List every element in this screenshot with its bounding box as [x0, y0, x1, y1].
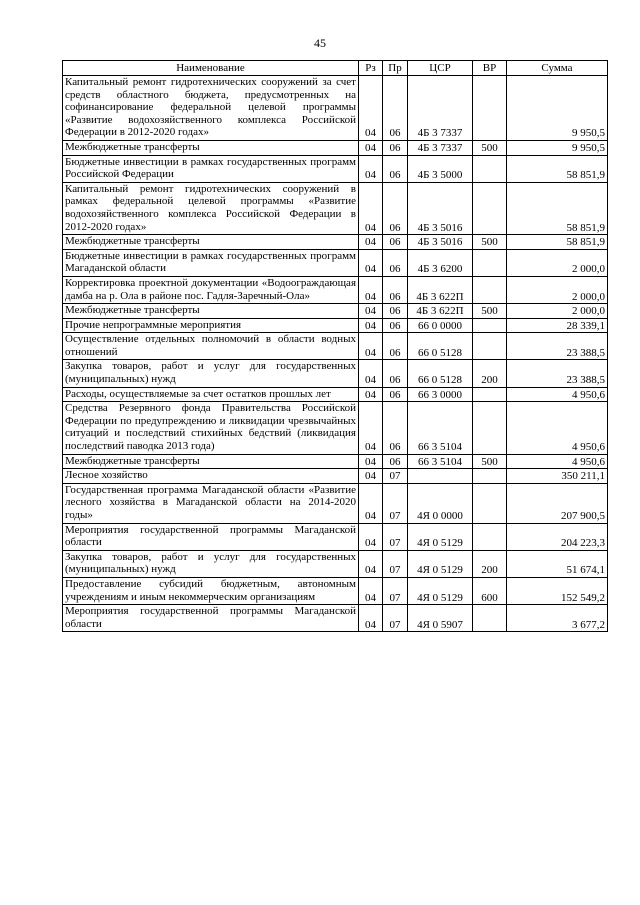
row-rz-cell: 04	[359, 318, 383, 333]
row-sum-cell: 9 950,5	[507, 76, 608, 141]
row-rz-cell: 04	[359, 76, 383, 141]
table-row	[63, 550, 608, 577]
table-row	[63, 605, 608, 632]
row-vr-cell	[473, 523, 507, 550]
row-sum-cell: 4 950,6	[507, 402, 608, 454]
row-name-cell: Мероприятия государственной программы Магаданской области	[63, 605, 359, 632]
table-row	[63, 577, 608, 604]
row-pr-cell: 07	[383, 550, 408, 577]
row-csr-cell: 4Я 0 0000	[408, 483, 473, 523]
row-rz-cell: 04	[359, 333, 383, 360]
row-pr-cell: 06	[383, 304, 408, 319]
row-csr-cell: 66 0 5128	[408, 333, 473, 360]
row-vr-cell: 500	[473, 304, 507, 319]
row-vr-cell: 600	[473, 577, 507, 604]
row-vr-cell	[473, 318, 507, 333]
row-vr-cell: 500	[473, 140, 507, 155]
row-vr-cell	[473, 402, 507, 454]
row-csr-cell: 4Я 0 5129	[408, 550, 473, 577]
row-csr-cell: 66 0 5128	[408, 360, 473, 387]
table-row	[63, 402, 608, 454]
row-name-cell: Средства Резервного фонда Правительства Российской Федерации по предупреждению и ликвидации чрезвычайных ситуаций и последствий стихийных бедствий (ликвидация последствий паводка 2013 года)	[63, 402, 359, 454]
row-vr-cell	[473, 469, 507, 484]
row-sum-cell: 350 211,1	[507, 469, 608, 484]
row-pr-cell: 06	[383, 360, 408, 387]
row-name-cell: Межбюджетные трансферты	[63, 454, 359, 469]
row-rz-cell: 04	[359, 483, 383, 523]
row-sum-cell: 51 674,1	[507, 550, 608, 577]
row-csr-cell: 4Я 0 5129	[408, 523, 473, 550]
table-row	[63, 304, 608, 319]
table-row	[63, 249, 608, 276]
row-rz-cell: 04	[359, 605, 383, 632]
row-pr-cell: 06	[383, 318, 408, 333]
table-body	[63, 76, 608, 632]
row-sum-cell: 207 900,5	[507, 483, 608, 523]
row-vr-cell	[473, 483, 507, 523]
row-name-cell: Межбюджетные трансферты	[63, 140, 359, 155]
row-vr-cell: 500	[473, 454, 507, 469]
row-vr-cell	[473, 387, 507, 402]
row-pr-cell: 07	[383, 523, 408, 550]
row-name-cell: Корректировка проектной документации «Водоограждающая дамба на р. Ола в районе пос. Гадля-Заречный-Ола»	[63, 276, 359, 303]
row-sum-cell: 9 950,5	[507, 140, 608, 155]
table-row	[63, 276, 608, 303]
row-name-cell: Лесное хозяйство	[63, 469, 359, 484]
row-name-cell: Капитальный ремонт гидротехнических сооружений за счет средств областного бюджета, предусмотренных на софинансирование федеральной целевой программы «Развитие водохозяйственного комплекса Российской Федерации в 2012-2020 годах»	[63, 76, 359, 141]
row-name-cell: Мероприятия государственной программы Магаданской области	[63, 523, 359, 550]
row-csr-cell: 66 3 5104	[408, 402, 473, 454]
row-pr-cell: 07	[383, 605, 408, 632]
row-rz-cell: 04	[359, 360, 383, 387]
table-row	[63, 76, 608, 141]
row-rz-cell: 04	[359, 454, 383, 469]
row-csr-cell: 66 3 5104	[408, 454, 473, 469]
row-name-cell: Расходы, осуществляемые за счет остатков прошлых лет	[63, 387, 359, 402]
row-sum-cell: 2 000,0	[507, 249, 608, 276]
row-rz-cell: 04	[359, 402, 383, 454]
row-sum-cell: 2 000,0	[507, 304, 608, 319]
row-pr-cell: 06	[383, 76, 408, 141]
row-rz-cell: 04	[359, 155, 383, 182]
row-sum-cell: 58 851,9	[507, 155, 608, 182]
row-rz-cell: 04	[359, 550, 383, 577]
row-sum-cell: 4 950,6	[507, 387, 608, 402]
row-csr-cell: 66 0 0000	[408, 318, 473, 333]
row-name-cell: Капитальный ремонт гидротехнических сооружений в рамках федеральной целевой программы «Развитие водохозяйственного комплекса Российской Федерации в 2012-2020 годах»	[63, 182, 359, 234]
row-vr-cell	[473, 276, 507, 303]
row-pr-cell: 06	[383, 155, 408, 182]
table-row	[63, 333, 608, 360]
row-name-cell: Межбюджетные трансферты	[63, 304, 359, 319]
budget-table	[62, 60, 608, 632]
row-vr-cell	[473, 182, 507, 234]
row-pr-cell: 06	[383, 454, 408, 469]
row-csr-cell: 4Б 3 5016	[408, 182, 473, 234]
row-rz-cell: 04	[359, 276, 383, 303]
row-csr-cell: 4Я 0 5907	[408, 605, 473, 632]
row-pr-cell: 06	[383, 402, 408, 454]
row-vr-cell	[473, 333, 507, 360]
row-pr-cell: 06	[383, 333, 408, 360]
row-rz-cell: 04	[359, 235, 383, 250]
row-sum-cell: 23 388,5	[507, 333, 608, 360]
row-rz-cell: 04	[359, 577, 383, 604]
table-row	[63, 469, 608, 484]
row-sum-cell: 58 851,9	[507, 235, 608, 250]
row-name-cell: Предоставление субсидий бюджетным, автономным учреждениям и иным некоммерческим организациям	[63, 577, 359, 604]
row-name-cell: Бюджетные инвестиции в рамках государственных программ Российской Федерации	[63, 155, 359, 182]
row-csr-cell: 4Б 3 622П	[408, 276, 473, 303]
row-pr-cell: 06	[383, 387, 408, 402]
row-rz-cell: 04	[359, 182, 383, 234]
row-vr-cell: 200	[473, 360, 507, 387]
row-name-cell: Бюджетные инвестиции в рамках государственных программ Магаданской области	[63, 249, 359, 276]
row-name-cell: Прочие непрограммные мероприятия	[63, 318, 359, 333]
header-name: Наименование	[63, 61, 359, 76]
row-pr-cell: 06	[383, 235, 408, 250]
table-row	[63, 454, 608, 469]
row-rz-cell: 04	[359, 523, 383, 550]
row-vr-cell	[473, 155, 507, 182]
row-rz-cell: 04	[359, 140, 383, 155]
table-row	[63, 360, 608, 387]
row-vr-cell	[473, 249, 507, 276]
row-vr-cell: 500	[473, 235, 507, 250]
row-csr-cell: 66 3 0000	[408, 387, 473, 402]
header-csr: ЦСР	[408, 61, 473, 76]
row-rz-cell: 04	[359, 387, 383, 402]
header-rz: Рз	[359, 61, 383, 76]
table-row	[63, 140, 608, 155]
row-pr-cell: 06	[383, 249, 408, 276]
row-csr-cell: 4Б 3 7337	[408, 140, 473, 155]
row-pr-cell: 06	[383, 276, 408, 303]
row-pr-cell: 07	[383, 483, 408, 523]
row-csr-cell: 4Б 3 622П	[408, 304, 473, 319]
row-name-cell: Осуществление отдельных полномочий в области водных отношений	[63, 333, 359, 360]
header-pr: Пр	[383, 61, 408, 76]
row-vr-cell: 200	[473, 550, 507, 577]
row-csr-cell: 4Б 3 5000	[408, 155, 473, 182]
row-csr-cell: 4Б 3 6200	[408, 249, 473, 276]
row-sum-cell: 4 950,6	[507, 454, 608, 469]
row-sum-cell: 58 851,9	[507, 182, 608, 234]
table-row	[63, 235, 608, 250]
table-row	[63, 155, 608, 182]
row-pr-cell: 07	[383, 577, 408, 604]
row-sum-cell: 152 549,2	[507, 577, 608, 604]
row-csr-cell	[408, 469, 473, 484]
row-vr-cell	[473, 76, 507, 141]
row-rz-cell: 04	[359, 469, 383, 484]
row-csr-cell: 4Б 3 5016	[408, 235, 473, 250]
page-number: 45	[314, 36, 326, 50]
row-sum-cell: 3 677,2	[507, 605, 608, 632]
row-name-cell: Закупка товаров, работ и услуг для государственных (муниципальных) нужд	[63, 360, 359, 387]
row-sum-cell: 28 339,1	[507, 318, 608, 333]
row-rz-cell: 04	[359, 249, 383, 276]
row-name-cell: Государственная программа Магаданской области «Развитие лесного хозяйства в Магаданской области на 2014-2020 годы»	[63, 483, 359, 523]
row-pr-cell: 06	[383, 140, 408, 155]
table-header-row	[63, 61, 608, 76]
row-csr-cell: 4Б 3 7337	[408, 76, 473, 141]
row-vr-cell	[473, 605, 507, 632]
header-vr: ВР	[473, 61, 507, 76]
row-pr-cell: 06	[383, 182, 408, 234]
table-row	[63, 523, 608, 550]
table-row	[63, 387, 608, 402]
row-sum-cell: 23 388,5	[507, 360, 608, 387]
table-row	[63, 483, 608, 523]
row-sum-cell: 2 000,0	[507, 276, 608, 303]
table-row	[63, 182, 608, 234]
row-pr-cell: 07	[383, 469, 408, 484]
row-csr-cell: 4Я 0 5129	[408, 577, 473, 604]
row-sum-cell: 204 223,3	[507, 523, 608, 550]
row-name-cell: Межбюджетные трансферты	[63, 235, 359, 250]
table-row	[63, 318, 608, 333]
row-name-cell: Закупка товаров, работ и услуг для государственных (муниципальных) нужд	[63, 550, 359, 577]
header-sum: Сумма	[507, 61, 608, 76]
row-rz-cell: 04	[359, 304, 383, 319]
